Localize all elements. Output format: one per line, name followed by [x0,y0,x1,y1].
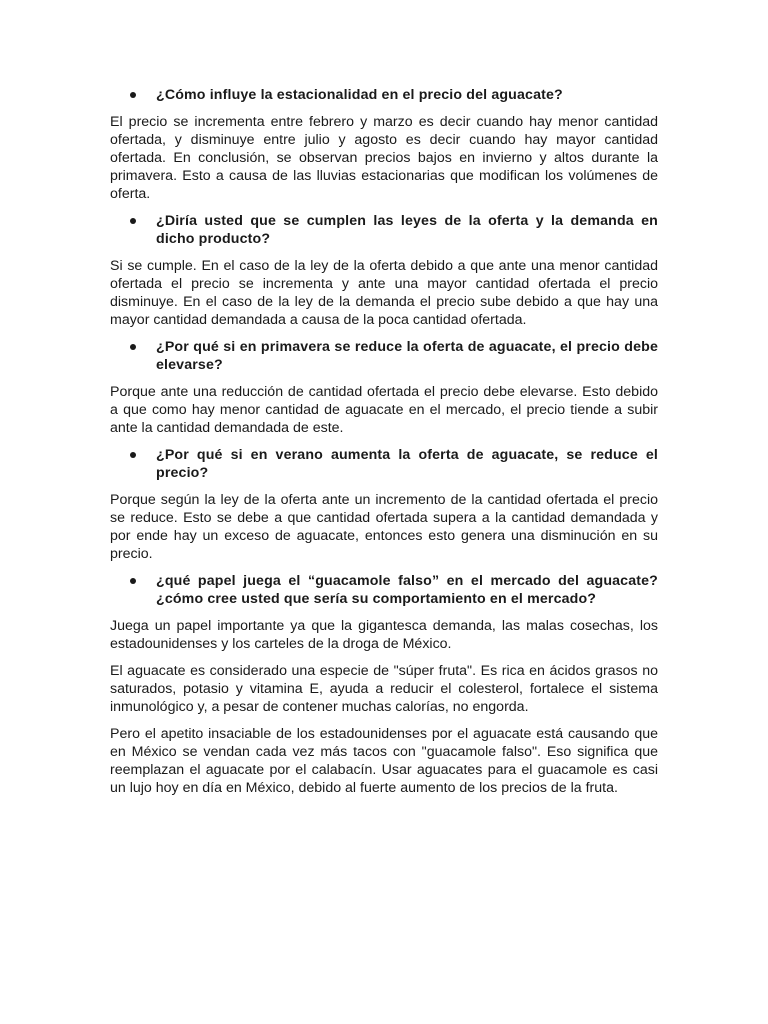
question-2 [110,212,658,248]
bullet-icon [130,578,136,584]
answer-paragraph: Si se cumple. En el caso de la ley de la oferta debido a que ante una menor cantidad ofertada el precio se incrementa y ante una mayor cantidad ofertada el precio disminuye. En el caso de la ley de la demanda el precio sube debido a que hay una mayor cantidad demandada a causa de la poca cantidad ofertada. [110,258,658,328]
question-5 [110,572,658,608]
bullet-icon [130,218,136,224]
answer-paragraph: Juega un papel importante ya que la gigantesca demanda, las malas cosechas, los estadounidenses y los carteles de la droga de México. [110,618,658,652]
question-text: ¿Diría usted que se cumplen las leyes de la oferta y la demanda en dicho producto? [156,213,658,247]
answer-paragraph: El precio se incrementa entre febrero y marzo es decir cuando hay menor cantidad ofertada, y disminuye entre julio y agosto es decir cuando hay mayor cantidad ofertada. En conclusión, se observan precios bajos en invierno y altos durante la primavera. Esto a causa de las lluvias estacionarias que modifican los volúmenes de oferta. [110,114,658,202]
answer-paragraph: Pero el apetito insaciable de los estadounidenses por el aguacate está causando que en México se vendan cada vez más tacos con "guacamole falso". Eso significa que reemplazan el aguacate por el calabacín. Usar aguacates para el guacamole es casi un lujo hoy en día en México, debido al fuerte aumento de los precios de la fruta. [110,726,658,796]
question-4 [110,446,658,482]
document-page [110,86,658,806]
bullet-icon [130,92,136,98]
bullet-icon [130,344,136,350]
question-3 [110,338,658,374]
question-text: ¿Cómo influye la estacionalidad en el precio del aguacate? [156,87,563,103]
question-1 [110,86,658,104]
answer-paragraph: El aguacate es considerado una especie de "súper fruta". Es rica en ácidos grasos no saturados, potasio y vitamina E, ayuda a reducir el colesterol, fortalece el sistema inmunológico y, a pesar de contener muchas calorías, no engorda. [110,663,658,715]
bullet-icon [130,452,136,458]
question-text: ¿Por qué si en primavera se reduce la oferta de aguacate, el precio debe elevarse? [156,339,658,373]
answer-paragraph: Porque ante una reducción de cantidad ofertada el precio debe elevarse. Esto debido a que como hay menor cantidad de aguacate en el mercado, el precio tiende a subir ante la cantidad demandada de este. [110,384,658,436]
question-text: ¿qué papel juega el “guacamole falso” en el mercado del aguacate? ¿cómo cree usted que sería su comportamiento en el mercado? [156,573,658,607]
answer-paragraph: Porque según la ley de la oferta ante un incremento de la cantidad ofertada el precio se reduce. Esto se debe a que cantidad ofertada supera a la cantidad demandada y por ende hay un exceso de aguacate, entonces esto genera una disminución en su precio. [110,492,658,562]
question-text: ¿Por qué si en verano aumenta la oferta de aguacate, se reduce el precio? [156,447,658,481]
